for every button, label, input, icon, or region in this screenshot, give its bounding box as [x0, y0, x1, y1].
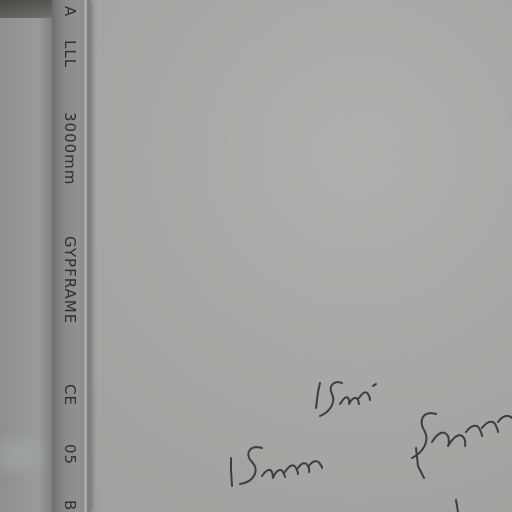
edge-print-segment: A	[61, 6, 79, 18]
edge-print-segment: CE	[61, 384, 79, 406]
edge-print-segment: 3000mm	[61, 112, 79, 186]
handwritten-stroke-right	[412, 413, 512, 512]
handwritten-stroke-lower	[231, 447, 322, 486]
edge-print-segment: GYPFRAME	[61, 236, 79, 325]
edge-print-segment: B	[61, 500, 79, 512]
edge-print-segment: 05	[61, 444, 79, 466]
edge-print-segment: LLL	[61, 40, 79, 69]
handwritten-stroke-upper	[316, 382, 376, 416]
